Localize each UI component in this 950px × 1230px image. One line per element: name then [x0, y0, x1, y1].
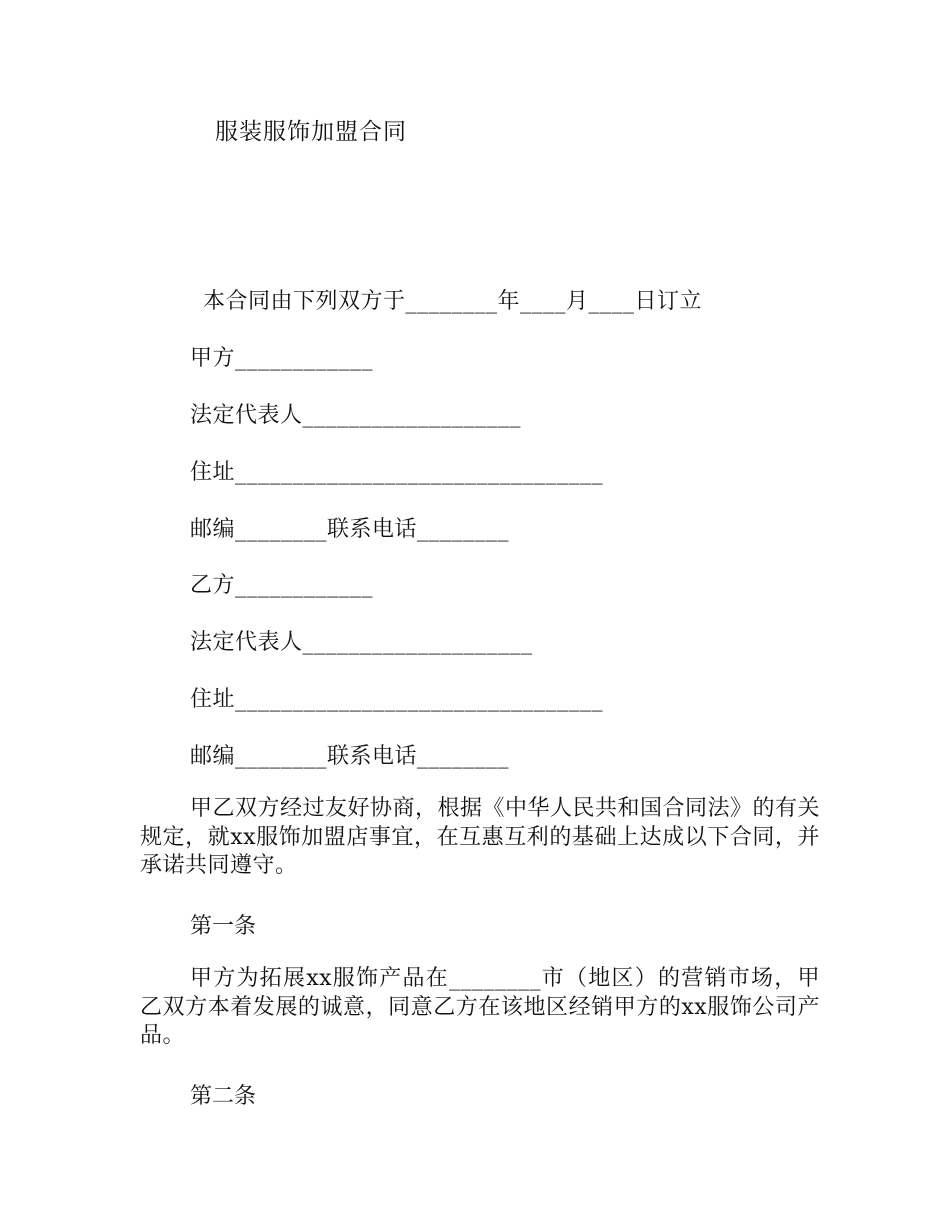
party-b-contact-line: 邮编________联系电话________ [190, 744, 510, 769]
party-a-address-line: 住址________________________________ [190, 460, 604, 485]
party-b-representative-line: 法定代表人____________________ [190, 630, 533, 655]
party-a-contact-line: 邮编________联系电话________ [190, 517, 510, 542]
party-b-name-line: 乙方____________ [190, 573, 374, 598]
preamble-paragraph: 甲乙双方经过友好协商，根据《中华人民共和国合同法》的有关规定，就xx服饰加盟店事宜，在互惠互利的基础上达成以下合同，并承诺共同遵守。 [140, 796, 821, 878]
article-2-heading: 第二条 [190, 1084, 257, 1109]
party-a-representative-line: 法定代表人___________________ [190, 403, 522, 428]
document-title: 服装服饰加盟合同 [215, 119, 407, 145]
party-a-name-line: 甲方____________ [190, 346, 374, 371]
article-1-heading: 第一条 [190, 914, 257, 939]
contract-date-line: 本合同由下列双方于________年____月____日订立 [203, 289, 703, 314]
article-1-paragraph: 甲方为拓展xx服饰产品在________市（地区）的营销市场，甲乙双方本着发展的诚意，同意乙方在该地区经销甲方的xx服饰公司产品。 [140, 966, 820, 1048]
party-b-address-line: 住址________________________________ [190, 687, 604, 712]
